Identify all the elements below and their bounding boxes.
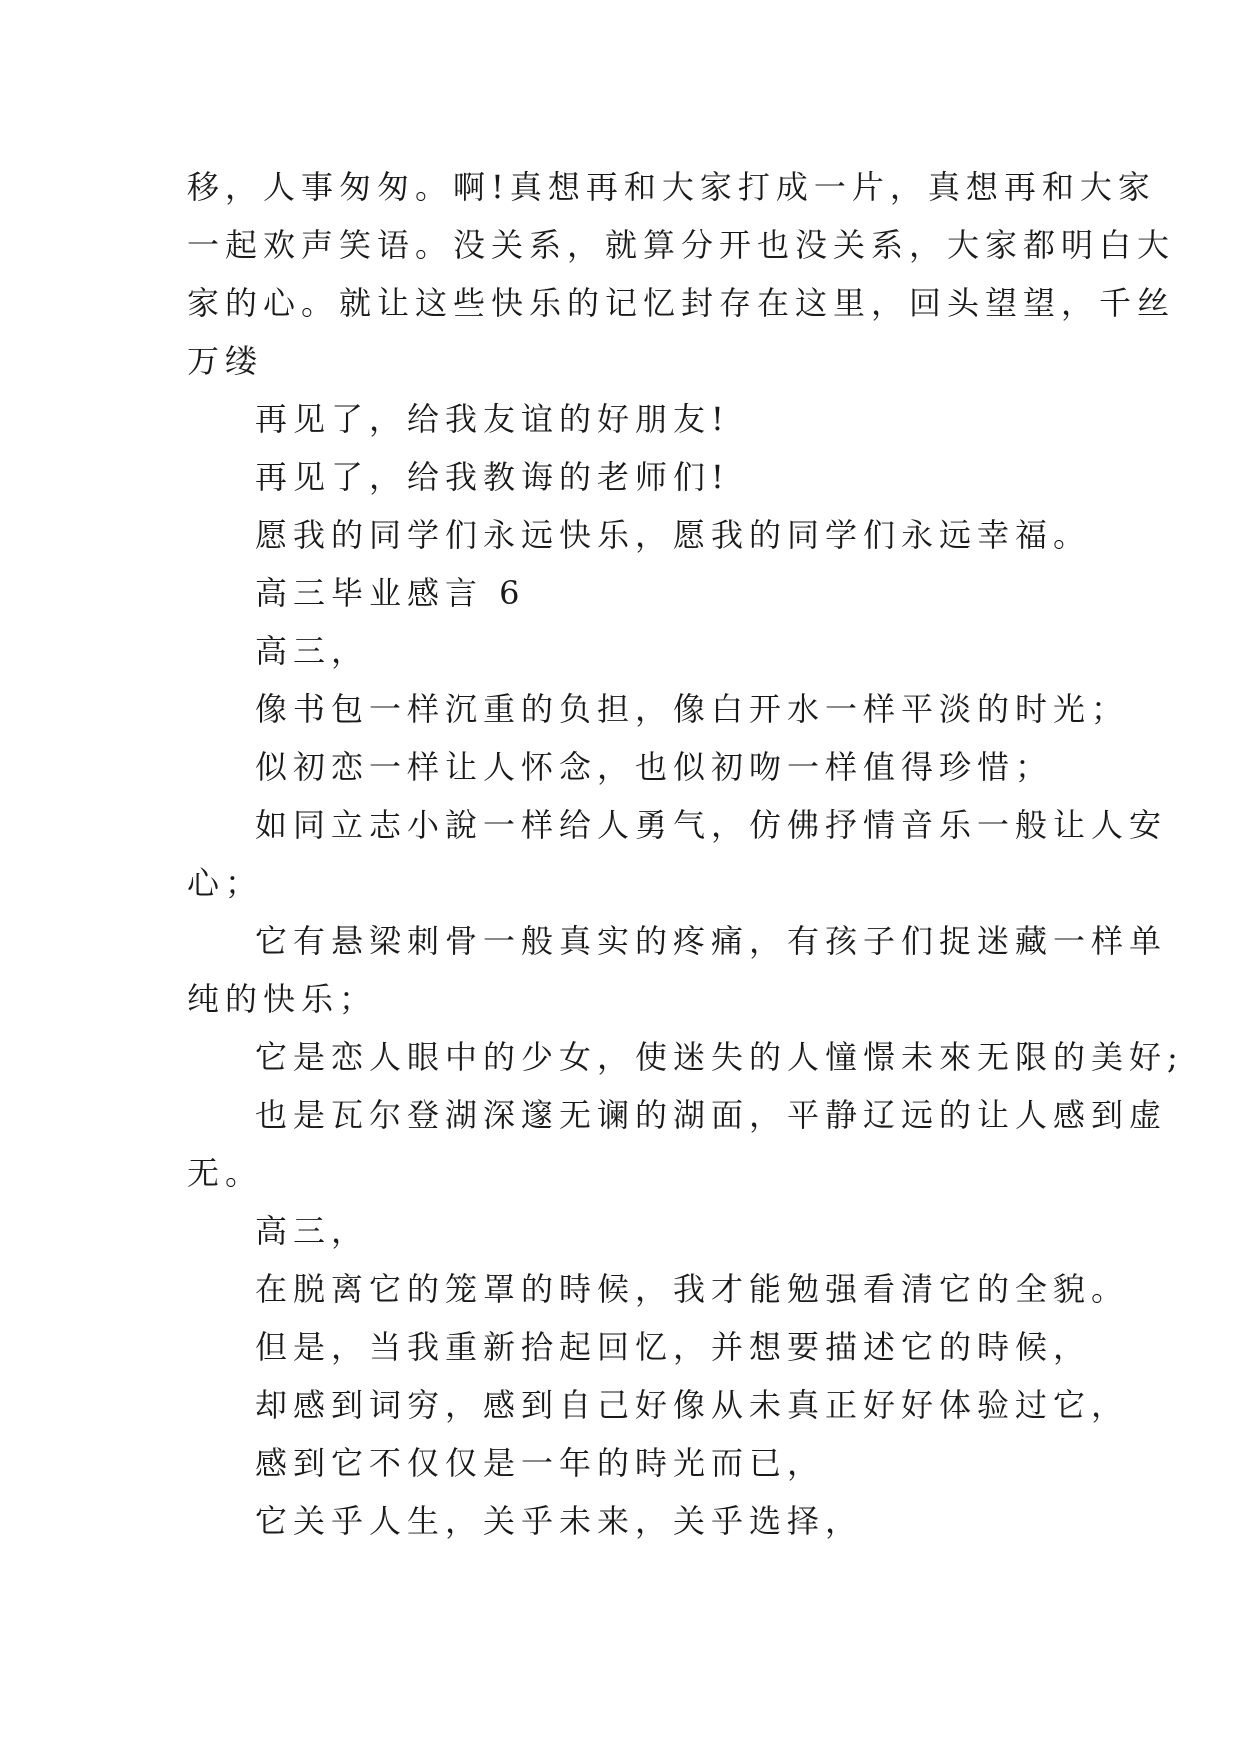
text-line: 像书包一样沉重的负担，像白开水一样平淡的时光；	[255, 690, 1130, 728]
text-line: 再见了，给我友谊的好朋友!	[255, 400, 730, 438]
text-line: 它关乎人生，关乎未来，关乎选择，	[255, 1502, 864, 1540]
text-line: 一起欢声笑语。没关系，就算分开也没关系，大家都明白大	[187, 226, 1176, 264]
text-line: 纯的快乐；	[187, 980, 378, 1018]
text-line: 它是恋人眼中的少女，使迷失的人憧憬未來无限的美好;	[255, 1038, 1184, 1076]
text-line: 它有悬梁刺骨一般真实的疼痛，有孩子们捉迷藏一样单	[255, 922, 1168, 960]
text-line: 万缕	[187, 342, 264, 380]
text-line: 高三，	[255, 632, 370, 670]
text-line: 家的心。就让这些快乐的记忆封存在这里，回头望望，千丝	[187, 284, 1176, 322]
text-line: 但是，当我重新拾起回忆，并想要描述它的時候，	[255, 1328, 1092, 1366]
text-line: 愿我的同学们永远快乐，愿我的同学们永远幸福。	[255, 516, 1092, 554]
text-line: 再见了，给我教诲的老师们!	[255, 458, 730, 496]
text-line: 无。	[187, 1154, 264, 1192]
text-line: 似初恋一样让人怀念，也似初吻一样值得珍惜；	[255, 748, 1054, 786]
text-line: 高三，	[255, 1212, 370, 1250]
text-line: 心；	[187, 864, 264, 902]
text-line: 也是瓦尔登湖深邃无谰的湖面，平静辽远的让人感到虚	[255, 1096, 1168, 1134]
text-line: 如同立志小說一样给人勇气，仿佛抒情音乐一般让人安	[255, 806, 1168, 844]
text-line: 却感到词穷，感到自己好像从未真正好好体验过它，	[255, 1386, 1130, 1424]
text-line: 感到它不仅仅是一年的時光而已，	[255, 1444, 826, 1482]
section-heading: 高三毕业感言 6	[255, 574, 526, 612]
text-line: 移，人事匆匆。啊!真想再和大家打成一片，真想再和大家	[187, 168, 1156, 206]
text-line: 在脱离它的笼罩的時候，我才能勉强看清它的全貌。	[255, 1270, 1130, 1308]
document-body	[187, 158, 1184, 1550]
